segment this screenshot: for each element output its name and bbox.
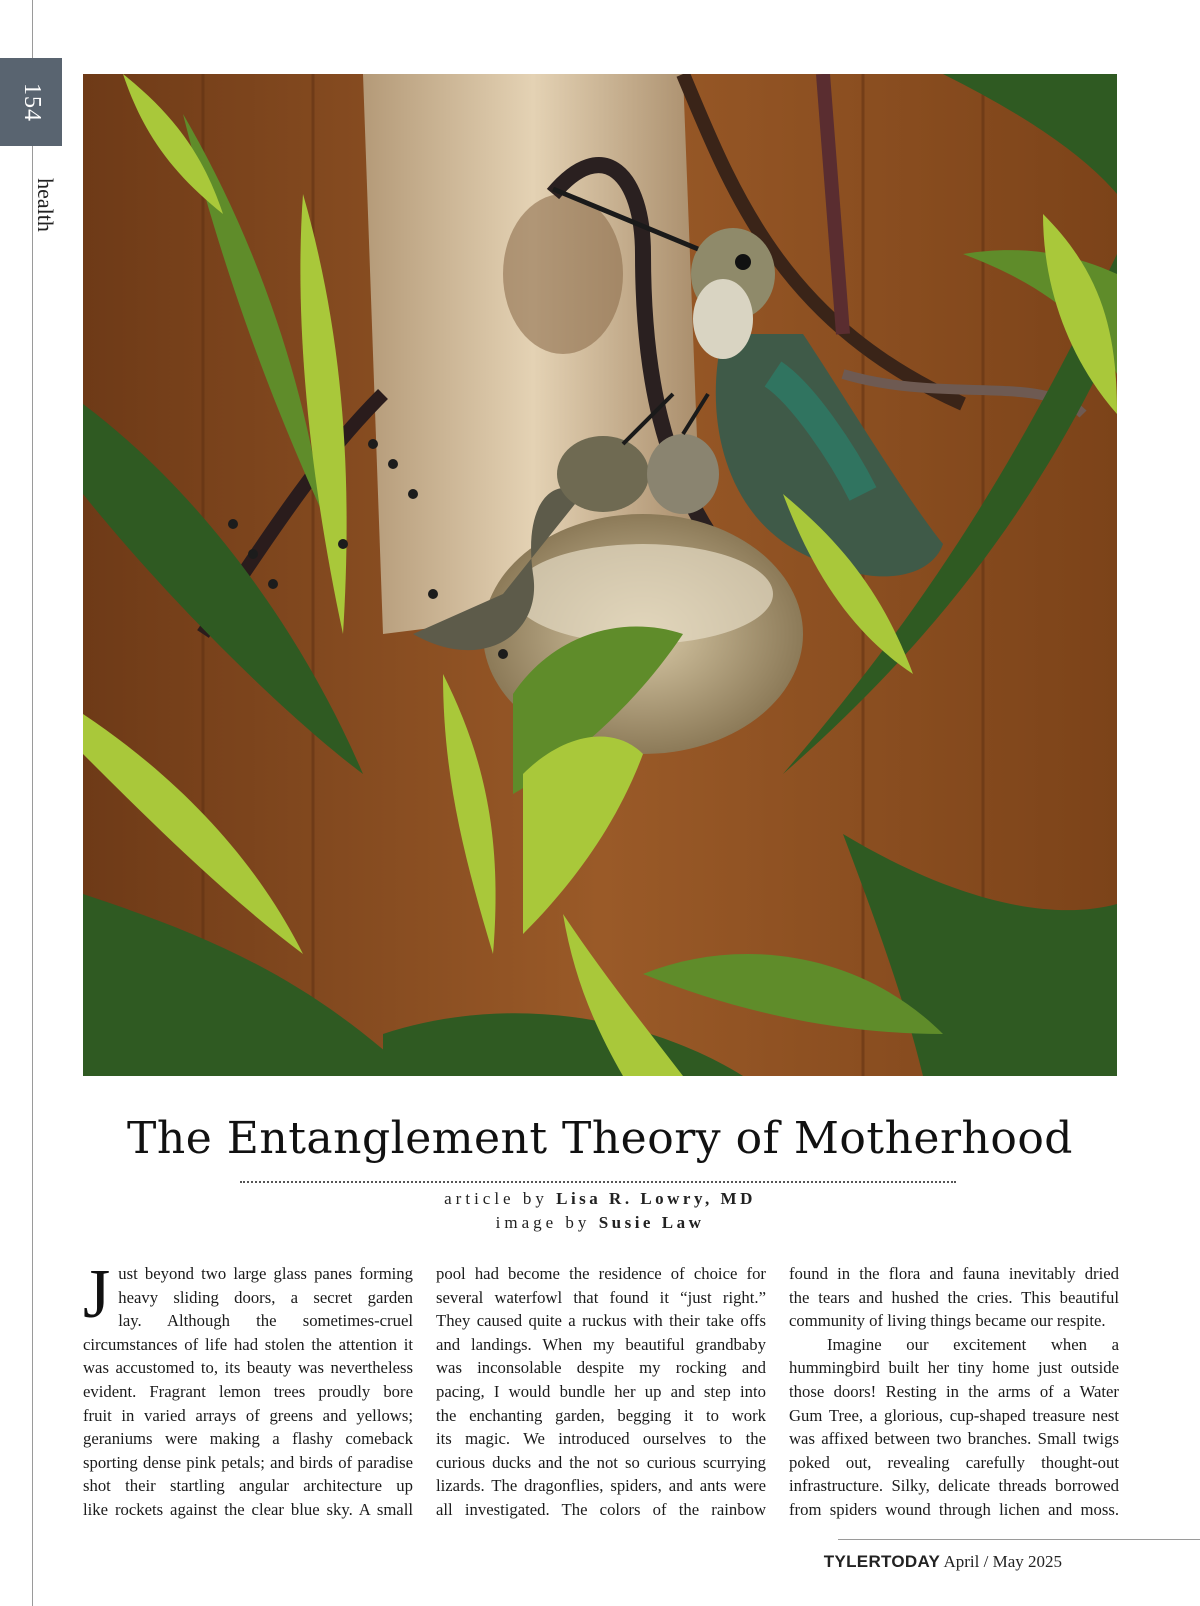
column-line: They caused quite a ruckus with their take offs (436, 1311, 766, 1331)
article-credit-prefix: article by (444, 1189, 548, 1208)
column-line: pool had become the residence of choice for (436, 1264, 766, 1283)
page-number: 154 (18, 82, 45, 122)
column-line: several waterfowl that found it “just right.” (436, 1287, 766, 1307)
column-line: was accustomed to, its beauty was nevertheless (83, 1358, 413, 1378)
column-line: those doors! Resting in the arms of a Water (789, 1381, 1119, 1401)
hummingbird-nest-photo (83, 74, 1117, 1076)
column-line: hummingbird built her tiny home just outside (789, 1358, 1119, 1378)
column-line: its magic. We introduced ourselves to the (436, 1429, 766, 1449)
column-line: Gum Tree, a glorious, cup-shaped treasure nest (789, 1405, 1119, 1425)
column-line: was affixed between two branches. Small twigs (789, 1429, 1119, 1449)
section-label (28, 178, 62, 232)
page-footer (824, 1552, 1062, 1572)
article-column-3 (789, 1262, 1119, 1522)
column-line: found in the flora and fauna inevitably dried (789, 1264, 1119, 1283)
column-line: pacing, I would bundle her up and step into (436, 1381, 766, 1401)
column-line: and landings. When my beautiful grandbaby (436, 1334, 766, 1354)
column-line: all investigated. The colors of the rainbow (436, 1499, 766, 1519)
column-line: the tears and hushed the cries. This beautiful (789, 1287, 1119, 1307)
magazine-brand: TYLERTODAY (823, 1552, 941, 1571)
column-line: lizards. The dragonflies, spiders, and ants were (436, 1476, 766, 1496)
article-title: The Entanglement Theory of Motherhood (127, 1113, 1073, 1164)
column-line: geraniums were making a flashy comeback (83, 1429, 413, 1449)
section-label-text: health (33, 178, 59, 232)
column-line: like rockets against the clear blue sky. A small (83, 1499, 413, 1519)
column-line: from spiders wound through lichen and moss. (789, 1499, 1119, 1519)
column-line: sporting dense pink petals; and birds of paradise (83, 1452, 413, 1472)
image-credit (83, 1213, 1117, 1233)
column-line: lay. Although the sometimes-cruel (118, 1311, 413, 1331)
article-column-2 (436, 1262, 766, 1522)
column-line: ust beyond two large glass panes forming (118, 1264, 413, 1283)
column-line: shot their startling angular architecture up (83, 1476, 413, 1496)
column-line: circumstances of life had stolen the attention it (83, 1334, 413, 1354)
column-line: was inconsolable despite my rocking and (436, 1358, 766, 1378)
column-line: evident. Fragrant lemon trees proudly bore (83, 1381, 413, 1401)
column-line: Imagine our excitement when a (827, 1334, 1119, 1354)
column-line: poked out, revealing carefully thought-out (789, 1452, 1119, 1472)
author-name: Lisa R. Lowry, MD (556, 1189, 756, 1208)
issue-date: April / May 2025 (943, 1552, 1062, 1571)
footer-rule (838, 1539, 1200, 1540)
page-number-tab (0, 58, 62, 146)
drop-cap: J (83, 1256, 111, 1333)
column-line: the enchanting garden, begging it to work (436, 1405, 766, 1425)
article-credit (83, 1189, 1117, 1209)
image-credit-prefix: image by (495, 1213, 591, 1232)
column-line: heavy sliding doors, a secret garden (118, 1287, 413, 1307)
photographer-name: Susie Law (598, 1213, 705, 1232)
column-line: infrastructure. Silky, delicate threads borrowed (789, 1476, 1119, 1496)
column-line: community of living things became our respite. (789, 1311, 1106, 1331)
column-line: curious ducks and the not so curious scurrying (436, 1452, 766, 1472)
article-column-1 (83, 1256, 413, 1522)
title-divider (240, 1181, 956, 1183)
page-edge-line (32, 0, 33, 1606)
column-line: fruit in varied arrays of greens and yellows; (83, 1405, 413, 1425)
